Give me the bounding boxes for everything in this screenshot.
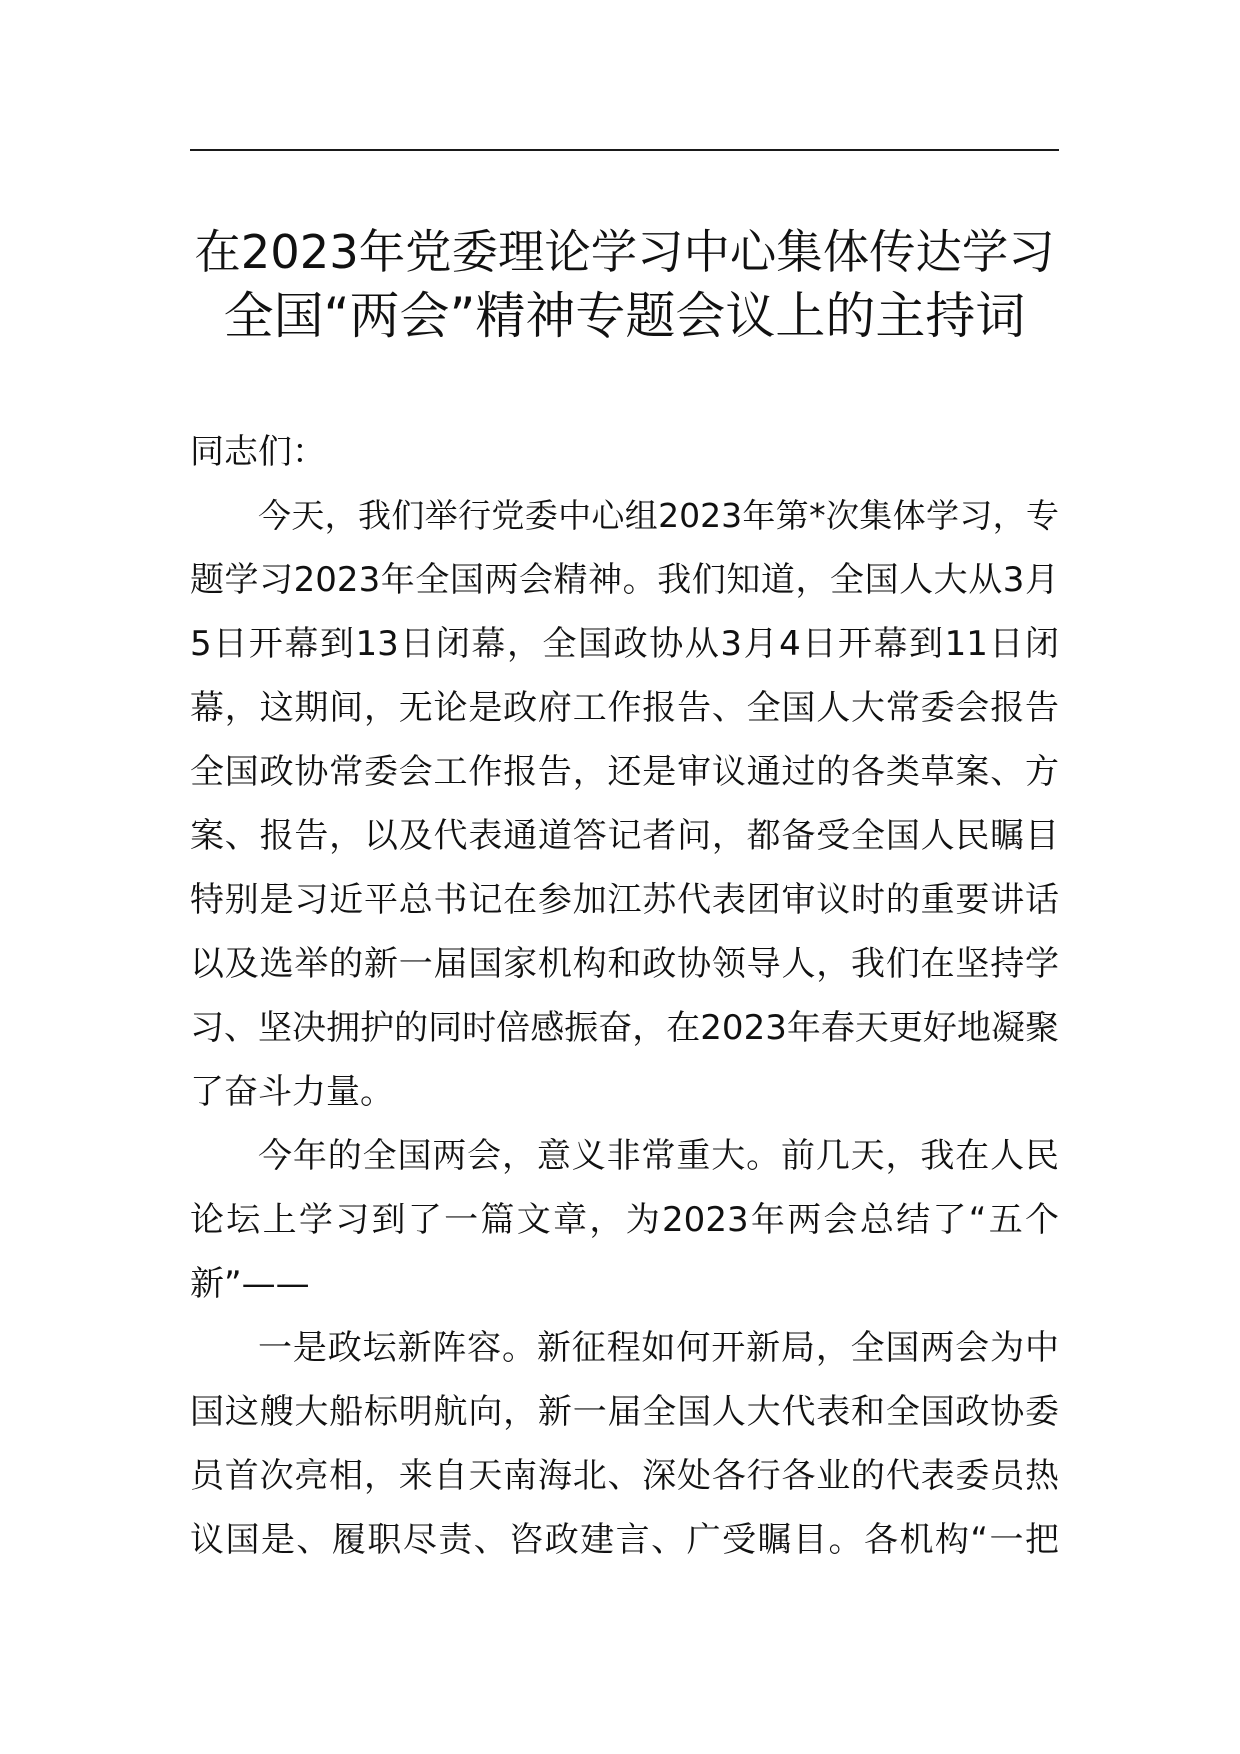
title-line-2: 全国“两会”精神专题会议上的主持词 [223,287,1026,345]
text-line: 习、坚决拥护的同时倍感振奋，在2023年春天更好地凝聚 [190,1008,1059,1048]
text-line: 全国政协常委会工作报告，还是审议通过的各类草案、方 [190,752,1059,792]
text-line: 员首次亮相，来自天南海北、深处各行各业的代表委员热 [190,1456,1059,1496]
title-line-1: 在2023年党委理论学习中心集体传达学习 [194,225,1055,279]
text-line: 国这艘大船标明航向，新一届全国人大代表和全国政协委 [190,1392,1059,1432]
text-line: 幕，这期间，无论是政府工作报告、全国人大常委会报告 [190,688,1059,728]
text-line: 议国是、履职尽责、咨政建言、广受瞩目。各机构“一把 [190,1520,1059,1560]
document-body [190,420,1059,1572]
text-line: 题学习2023年全国两会精神。我们知道，全国人大从3月 [190,560,1059,600]
paragraph-3 [190,1316,1059,1572]
document-title [190,220,1059,348]
text-line: 新”—— [190,1264,310,1304]
paragraph-2 [190,1124,1059,1316]
text-line: 5日开幕到13日闭幕，全国政协从3月4日开幕到11日闭 [190,624,1059,664]
text-line: 了奋斗力量。 [190,1072,394,1112]
paragraph-1 [190,484,1059,1124]
text-line: 以及选举的新一届国家机构和政协领导人，我们在坚持学 [190,944,1059,984]
header-rule [190,149,1059,151]
text-line: 案、报告，以及代表通道答记者问，都备受全国人民瞩目 [190,816,1059,856]
text-line: 特别是习近平总书记在参加江苏代表团审议时的重要讲话 [190,880,1059,920]
text-line: 一是政坛新阵容。新征程如何开新局，全国两会为中 [258,1328,1059,1368]
text-line: 今年的全国两会，意义非常重大。前几天，我在人民 [258,1136,1059,1176]
text-line: 今天，我们举行党委中心组2023年第*次集体学习，专 [258,496,1059,535]
salutation: 同志们： [190,432,326,472]
text-line: 论坛上学习到了一篇文章，为2023年两会总结了“五个 [190,1200,1059,1240]
